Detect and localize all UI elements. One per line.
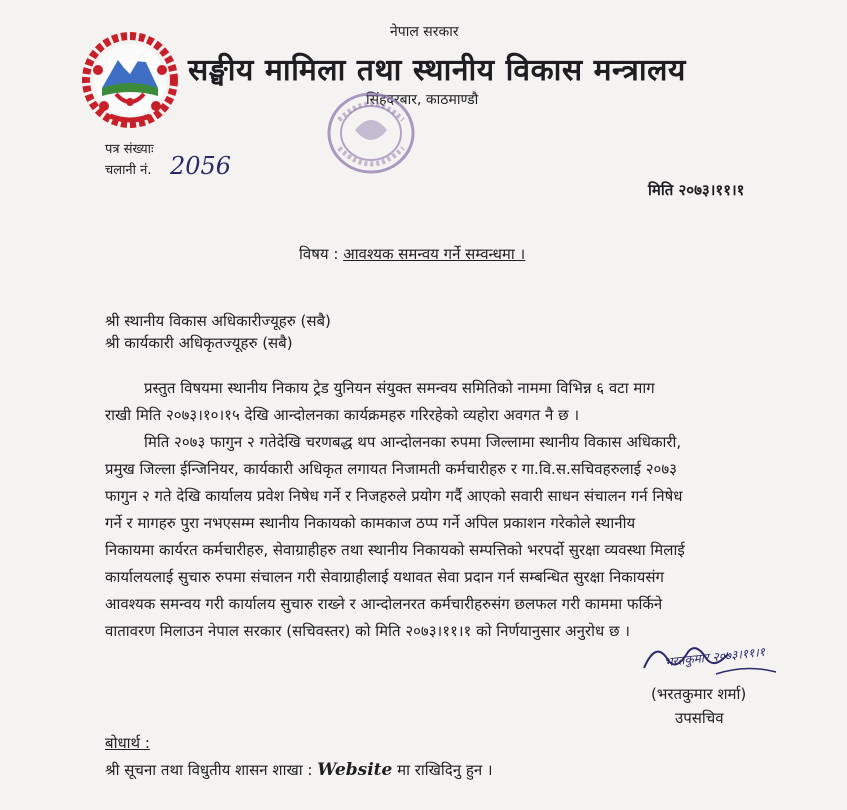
signatory-designation: उपसचिव: [675, 709, 724, 727]
subject-line: [299, 244, 525, 264]
bodhartha-line: [105, 760, 493, 780]
bodhartha-recipient: श्री सूचना तथा विधुतीय शासन शाखा :: [105, 761, 313, 779]
body-line: प्रस्तुत विषयमा स्थानीय निकाय ट्रेड युनियन संयुक्त समन्वय समितिको नाममा विभिन्न ६ वटा माग: [144, 379, 655, 397]
signatory-name: (भरतकुमार शर्मा): [651, 685, 747, 703]
government-name: नेपाल सरकार: [390, 24, 459, 40]
office-seal-icon: [325, 90, 417, 176]
office-address: सिंहदरबार, काठमाण्डौ: [366, 92, 479, 108]
body-line: प्रमुख जिल्ला ईन्जिनियर, कार्यकारी अधिकृत लगायत निजामती कर्मचारीहरु र गा.वि.स.सचिवहरुलाई २०७३: [105, 460, 677, 478]
patra-sankhya-label: पत्र संख्याः: [105, 142, 154, 157]
body-line: राखी मिति २०७३।१०।१५ देखि आन्दोलनका कार्यक्रमहरु गरिरहेको व्यहोरा अवगत नै छ ।: [105, 406, 580, 424]
body-line: गर्ने र मागहरु पुरा नभएसम्म स्थानीय निकायको कामकाज ठप्प गर्ने अपिल प्रकाशन गरेकोले स्थानीय: [105, 514, 636, 532]
bodhartha-instruction: मा राखिदिनु हुन ।: [397, 761, 493, 779]
chalani-label: चलानी नं.: [105, 163, 152, 178]
recipient-line: श्री कार्यकारी अधिकृतज्यूहरु (सबै): [105, 334, 293, 352]
recipient-line: श्री स्थानीय विकास अधिकारीज्यूहरु (सबै): [105, 312, 331, 330]
nepal-emblem-icon: [80, 30, 180, 130]
subject-text: आवश्यक समन्वय गर्ने सम्वन्धमा ।: [343, 245, 526, 263]
body-line: फागुन २ गते देखि कार्यालय प्रवेश निषेध गर्ने र निजहरुले प्रयोग गर्दै आएको सवारी साधन संचालन गर्न निषेध: [105, 487, 683, 505]
body-line: आवश्यक समन्वय गरी कार्यालय सुचारु राख्ने र आन्दोलनरत कर्मचारीहरुसंग छलफल गरी काममा फर्किने: [105, 595, 663, 613]
ministry-name: सङ्घीय मामिला तथा स्थानीय विकास मन्त्रालय: [188, 53, 686, 88]
letter-date: मिति २०७३।११।१: [648, 181, 745, 199]
chalani-number: 2056: [170, 152, 232, 180]
body-line: वातावरण मिलाउन नेपाल सरकार (सचिवस्तर) को मिति २०७३।११।१ को निर्णयानुसार अनुरोध छ ।: [105, 622, 630, 640]
subject-label: विषय :: [299, 245, 339, 263]
body-line: निकायमा कार्यरत कर्मचारीहरु, सेवाग्राहीहरु तथा स्थानीय निकायको सम्पत्तिको भरपर्दो सुरक्षा व्यवस्था मिलाई: [105, 541, 685, 559]
website-word: Website: [317, 760, 393, 780]
body-line: कार्यालयलाई सुचारु रुपमा संचालन गरी सेवाग्राहीलाई यथावत सेवा प्रदान गर्न सम्बन्धित सुरक्षा निकायसंग: [105, 568, 664, 586]
bodhartha-label: बोधार्थ :: [105, 734, 150, 752]
signature-handwriting: भरतकुमार २०७३।११।१: [663, 644, 766, 670]
body-line: मिति २०७३ फागुन २ गतेदेखि चरणबद्ध थप आन्दोलनका रुपमा जिल्लामा स्थानीय विकास अधिकारी,: [144, 433, 682, 451]
